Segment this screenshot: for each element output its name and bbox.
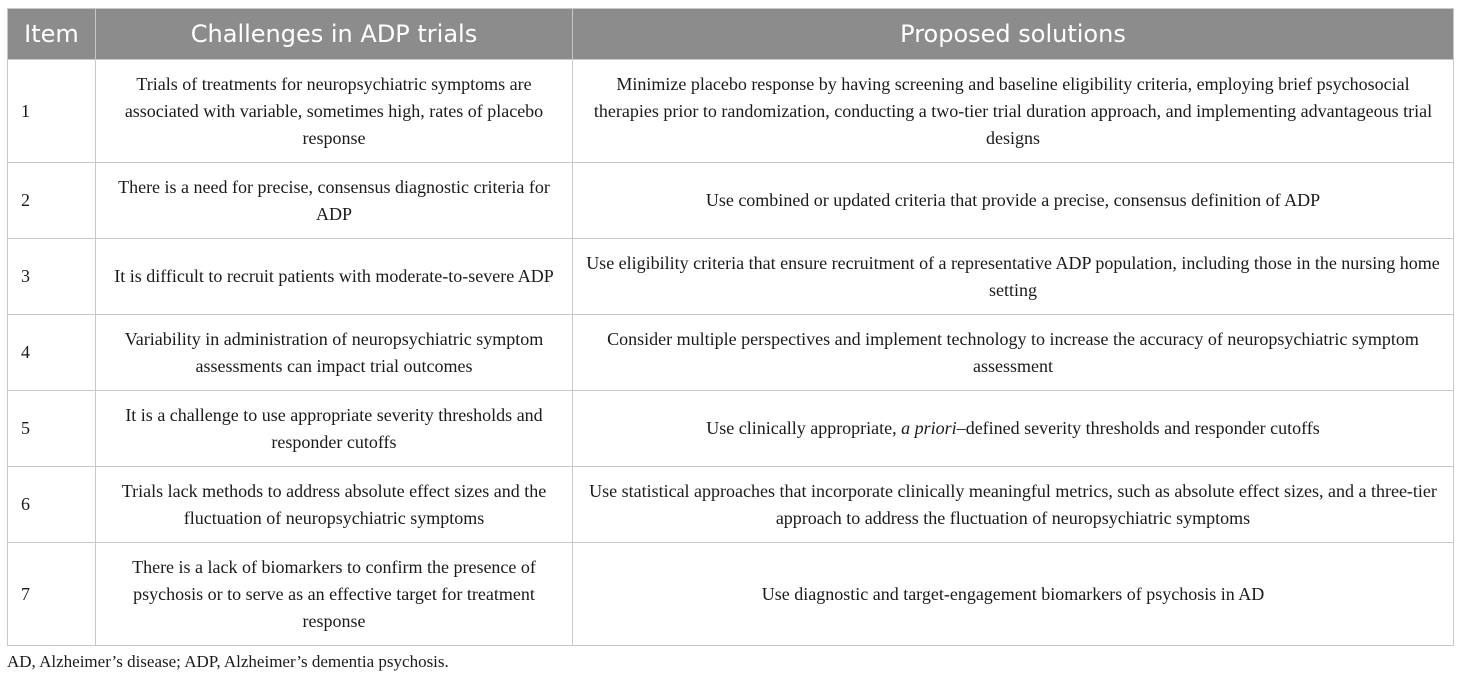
table-header: [8, 9, 1454, 60]
table-row: [8, 60, 1454, 163]
table-row: [8, 391, 1454, 467]
header-item: Item: [8, 9, 96, 60]
solution-cell: Use statistical approaches that incorporate clinically meaningful metrics, such as absolute effect sizes, and a three-tier approach to address the fluctuation of neuropsychiatric symptoms: [573, 467, 1454, 543]
solution-cell: Minimize placebo response by having screening and baseline eligibility criteria, employing brief psychosocial therapies prior to randomization, conducting a two-tier trial duration approach, and implementing advantageous trial designs: [573, 60, 1454, 163]
table-row: [8, 315, 1454, 391]
header-challenges: Challenges in ADP trials: [96, 9, 573, 60]
table-row: [8, 239, 1454, 315]
challenges-solutions-table: [7, 8, 1454, 646]
table-footnote: AD, Alzheimer’s disease; ADP, Alzheimer’s dementia psychosis.: [7, 652, 449, 671]
challenge-cell: It is difficult to recruit patients with moderate-to-severe ADP: [96, 239, 573, 315]
solution-text-prefix: Use clinically appropriate,: [706, 418, 902, 438]
solution-cell: Use diagnostic and target-engagement biomarkers of psychosis in AD: [573, 543, 1454, 646]
solution-cell: Consider multiple perspectives and implement technology to increase the accuracy of neuropsychiatric symptom assessment: [573, 315, 1454, 391]
solution-cell: Use eligibility criteria that ensure recruitment of a representative ADP population, including those in the nursing home setting: [573, 239, 1454, 315]
item-number-cell: 3: [8, 239, 96, 315]
item-number-cell: 5: [8, 391, 96, 467]
table-body: [8, 60, 1454, 646]
solution-cell: [573, 391, 1454, 467]
item-number-cell: 1: [8, 60, 96, 163]
challenge-cell: Trials lack methods to address absolute effect sizes and the fluctuation of neuropsychiatric symptoms: [96, 467, 573, 543]
table-row: [8, 163, 1454, 239]
solution-text-italic: a priori: [901, 418, 957, 438]
solution-text-suffix: –defined severity thresholds and responder cutoffs: [956, 418, 1320, 438]
challenge-cell: Variability in administration of neuropsychiatric symptom assessments can impact trial outcomes: [96, 315, 573, 391]
solution-cell: Use combined or updated criteria that provide a precise, consensus definition of ADP: [573, 163, 1454, 239]
item-number-cell: 6: [8, 467, 96, 543]
header-solutions: Proposed solutions: [573, 9, 1454, 60]
table-row: [8, 543, 1454, 646]
item-number-cell: 2: [8, 163, 96, 239]
item-number-cell: 7: [8, 543, 96, 646]
challenge-cell: There is a need for precise, consensus diagnostic criteria for ADP: [96, 163, 573, 239]
item-number-cell: 4: [8, 315, 96, 391]
table-row: [8, 467, 1454, 543]
challenges-solutions-table-container: [7, 8, 1453, 646]
challenge-cell: Trials of treatments for neuropsychiatric symptoms are associated with variable, sometimes high, rates of placebo response: [96, 60, 573, 163]
header-row: [8, 9, 1454, 60]
challenge-cell: There is a lack of biomarkers to confirm the presence of psychosis or to serve as an effective target for treatment response: [96, 543, 573, 646]
challenge-cell: It is a challenge to use appropriate severity thresholds and responder cutoffs: [96, 391, 573, 467]
